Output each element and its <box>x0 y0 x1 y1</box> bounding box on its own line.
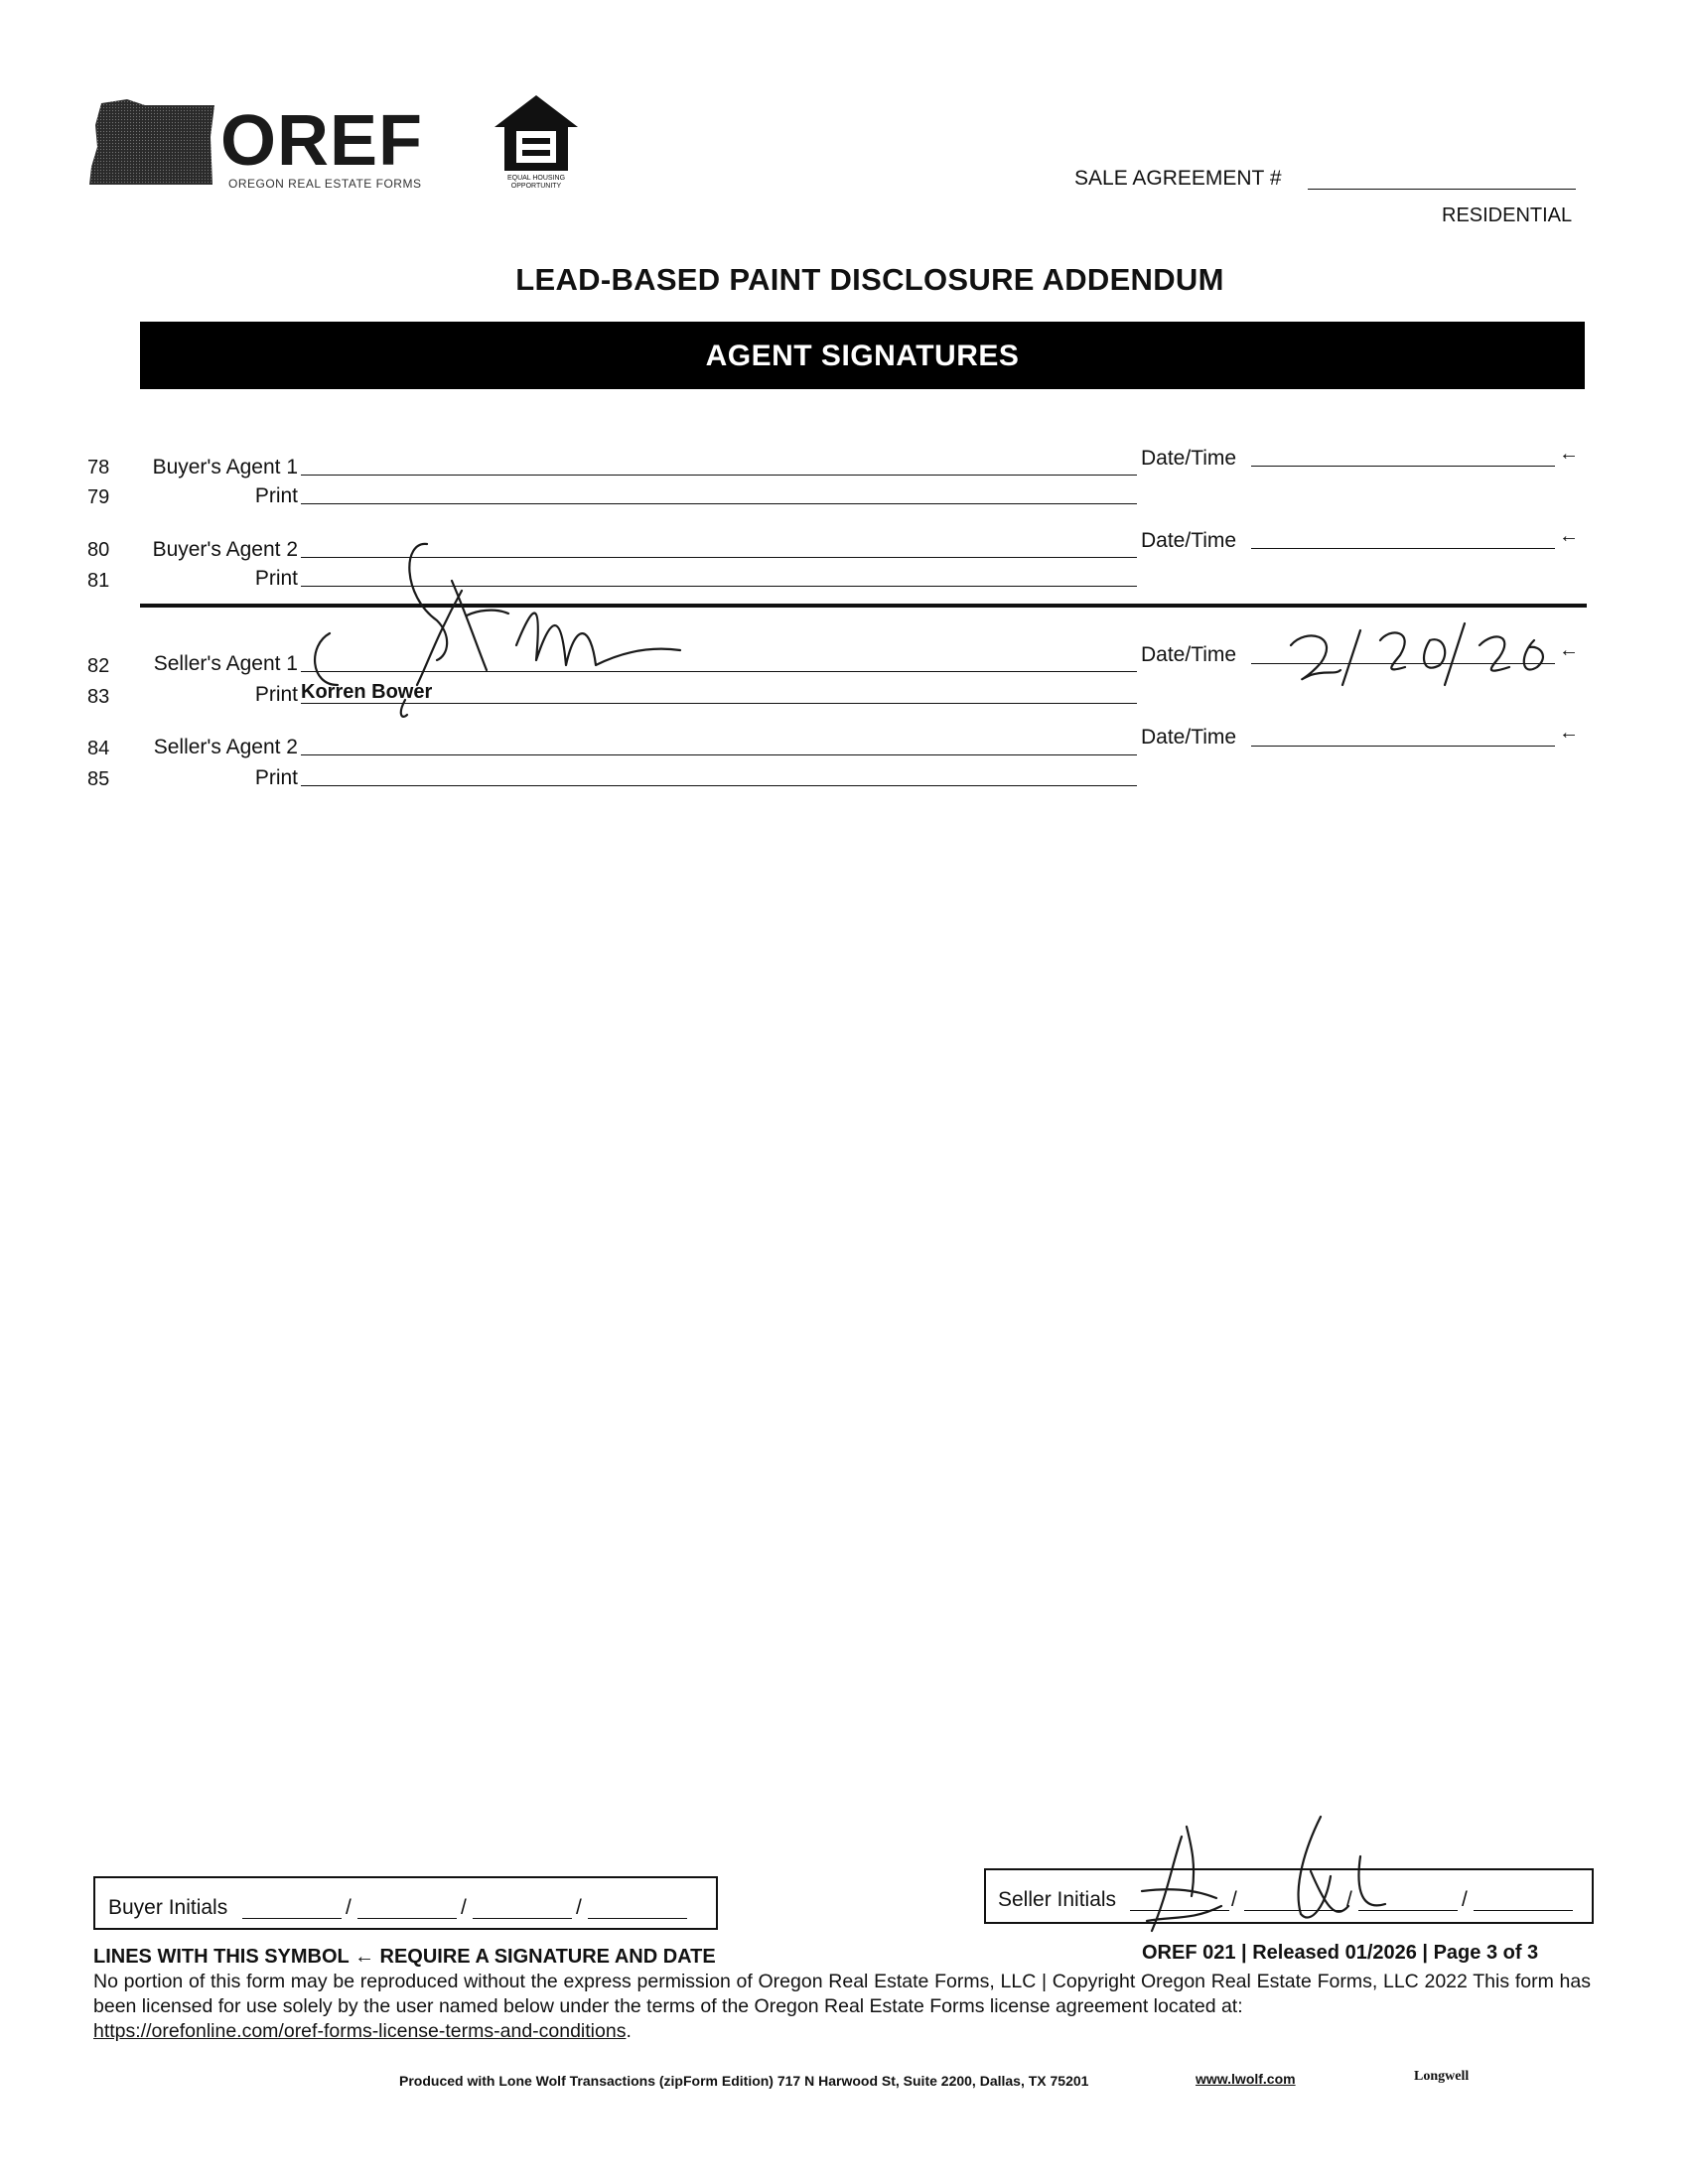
lwolf-link[interactable]: www.lwolf.com <box>1196 2071 1296 2087</box>
sale-agreement-number-field[interactable] <box>1308 189 1576 190</box>
seller-initials-field-1[interactable] <box>1130 1910 1229 1911</box>
initials-separator: / <box>346 1896 352 1919</box>
buyer-initials-field-3[interactable] <box>473 1918 572 1919</box>
license-notice: No portion of this form may be reproduced without the express permission of Oregon Real Estate Forms, LLC | Copyright Oregon Real Estate Forms, LLC 2022 This form has been licensed for use solely by the user named below under the terms of the Oregon Real Estate Forms license agreement located at: https://orefonline.com/oref-forms-license-terms-and-conditions. <box>93 1971 1591 2042</box>
licensee-name: Longwell <box>1414 2069 1470 2084</box>
license-terms-link[interactable]: https://orefonline.com/oref-forms-license-terms-and-conditions <box>93 2020 627 2042</box>
seller-initials-field-3[interactable] <box>1358 1910 1458 1911</box>
buyers-agent-2-print-label: Print <box>254 567 298 590</box>
buyer-initials-field-1[interactable] <box>242 1918 342 1919</box>
buyers-agent-1-date-label: Date/Time <box>1141 447 1237 470</box>
seller-initials-field-2[interactable] <box>1244 1910 1343 1911</box>
handwritten-date-drawing <box>1291 623 1543 685</box>
buyers-agent-1-signature-line[interactable] <box>301 475 1137 476</box>
sellers-agent-2-date-line[interactable] <box>1251 746 1555 747</box>
sellers-agent-2-print-label: Print <box>254 766 298 789</box>
initials-separator: / <box>1462 1888 1468 1911</box>
oregon-map-logo-icon <box>87 97 216 189</box>
buyers-agent-2-print-line[interactable] <box>301 586 1137 587</box>
residential-label: RESIDENTIAL <box>1442 205 1573 226</box>
line-number: 80 <box>87 539 110 561</box>
sellers-agent-2-print-line[interactable] <box>301 785 1137 786</box>
buyer-initials-label: Buyer Initials <box>108 1896 228 1919</box>
buyer-initials-field-2[interactable] <box>357 1918 457 1919</box>
sellers-agent-2-label: Seller's Agent 2 <box>153 736 298 758</box>
initials-separator: / <box>576 1896 582 1919</box>
buyer-initials-field-4[interactable] <box>588 1918 687 1919</box>
copyright-notice: No portion of this form may be reproduced without the express permission of Oregon Real Estate Forms, LLC | Copyright Oregon Real Estate Forms, LLC 2022 <box>93 1971 1468 1992</box>
seller-initials-label: Seller Initials <box>998 1888 1117 1911</box>
line-number: 78 <box>87 457 110 478</box>
eho-caption: EQUAL HOUSING OPPORTUNITY <box>506 175 566 190</box>
page-title: LEAD-BASED PAINT DISCLOSURE ADDENDUM <box>515 262 1224 297</box>
signature-required-arrow-icon: ← <box>1559 443 1579 465</box>
sellers-agent-2-signature-line[interactable] <box>301 754 1137 755</box>
oref-logo-subtext: OREGON REAL ESTATE FORMS <box>228 177 422 191</box>
buyers-agent-1-print-label: Print <box>254 484 298 507</box>
buyers-agent-1-date-line[interactable] <box>1251 466 1555 467</box>
license-statement: This form has been licensed for use solely by the user named below under the terms of the Oregon Real Estate Forms license agreement located at: <box>93 1971 1591 2017</box>
signature-symbol-note: LINES WITH THIS SYMBOL ← REQUIRE A SIGNATURE AND DATE <box>93 1946 716 1968</box>
sellers-agent-1-print-label: Print <box>254 683 298 706</box>
buyers-agent-2-label: Buyer's Agent 2 <box>152 538 298 561</box>
sellers-agent-1-date-label: Date/Time <box>1141 643 1237 666</box>
sellers-agent-1-signature-line[interactable] <box>301 671 1137 672</box>
line-number: 82 <box>87 655 110 677</box>
section-banner: AGENT SIGNATURES <box>140 322 1585 389</box>
buyers-agent-2-date-line[interactable] <box>1251 548 1555 549</box>
sellers-agent-2-date-label: Date/Time <box>1141 726 1237 749</box>
buyers-agent-1-print-line[interactable] <box>301 503 1137 504</box>
initials-separator: / <box>1346 1888 1352 1911</box>
line-number: 79 <box>87 486 110 508</box>
section-divider <box>140 604 1587 608</box>
buyers-agent-1-label: Buyer's Agent 1 <box>152 456 298 478</box>
buyers-agent-2-date-label: Date/Time <box>1141 529 1237 552</box>
initials-separator: / <box>1231 1888 1237 1911</box>
initials-separator: / <box>461 1896 467 1919</box>
buyers-agent-2-signature-line[interactable] <box>301 557 1137 558</box>
oref-logo-text: OREF <box>220 101 424 181</box>
signature-required-arrow-icon: ← <box>1559 525 1579 547</box>
form-id: OREF 021 | Released 01/2026 | Page 3 of 3 <box>1142 1942 1539 1964</box>
sellers-agent-1-date-line[interactable] <box>1251 663 1555 664</box>
signature-required-arrow-icon: ← <box>1559 639 1579 661</box>
sellers-agent-1-printed-name: Korren Bower <box>301 681 433 703</box>
line-number: 84 <box>87 738 110 759</box>
produced-with-note: Produced with Lone Wolf Transactions (zipForm Edition) 717 N Harwood St, Suite 2200, Dallas, TX 75201 <box>399 2073 1089 2089</box>
sellers-agent-1-label: Seller's Agent 1 <box>153 652 298 675</box>
seller-initials-field-4[interactable] <box>1474 1910 1573 1911</box>
signature-required-arrow-icon: ← <box>1559 722 1579 744</box>
line-number: 85 <box>87 768 110 790</box>
line-number: 81 <box>87 570 110 592</box>
line-number: 83 <box>87 686 110 708</box>
sale-agreement-label: SALE AGREEMENT # <box>1074 167 1282 190</box>
